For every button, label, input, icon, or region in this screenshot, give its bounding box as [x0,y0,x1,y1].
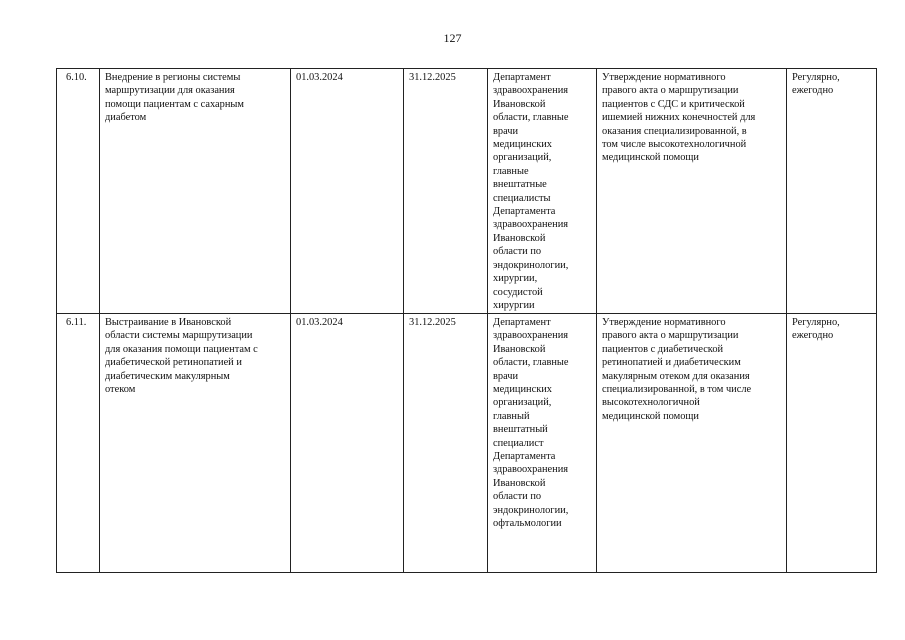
end-date-cell: 31.12.2025 [404,314,488,573]
row-number-cell: 6.10. [57,69,100,314]
table-row [57,314,877,573]
start-date-cell: 01.03.2024 [291,69,404,314]
start-date-cell: 01.03.2024 [291,314,404,573]
table-row [57,69,877,314]
activity-cell: Внедрение в регионы системы маршрутизации для оказания помощи пациентам с сахарным диабетом [100,69,291,314]
page-number: 127 [443,31,462,45]
activities-table [56,68,877,573]
responsible-cell: Департамент здравоохранения Ивановской области, главные врачи медицинских организаций, главный внештатный специалист Департамента здравоохранения Ивановской области по эндокринологии, офтальмологии [488,314,597,573]
result-cell: Утверждение нормативного правого акта о маршрутизации пациентов с СДС и критической ишемией нижних конечностей для оказания специализированной, в том числе высокотехнологичной медицинской помощи [597,69,787,314]
frequency-cell: Регулярно, ежегодно [787,69,877,314]
activity-cell: Выстраивание в Ивановской области системы маршрутизации для оказания помощи пациентам с диабетической ретинопатией и диабетическим макулярным отеком [100,314,291,573]
frequency-cell: Регулярно, ежегодно [787,314,877,573]
end-date-cell: 31.12.2025 [404,69,488,314]
result-cell: Утверждение нормативного правого акта о маршрутизации пациентов с диабетической ретинопатией и диабетическим макулярным отеком для оказания специализированной, в том числе высокотехнологичной медицинской помощи [597,314,787,573]
row-number-cell: 6.11. [57,314,100,573]
responsible-cell: Департамент здравоохранения Ивановской области, главные врачи медицинских организаций, главные внештатные специалисты Департамента здравоохранения Ивановской области по эндокринологии, хирургии, сосудистой хирургии [488,69,597,314]
